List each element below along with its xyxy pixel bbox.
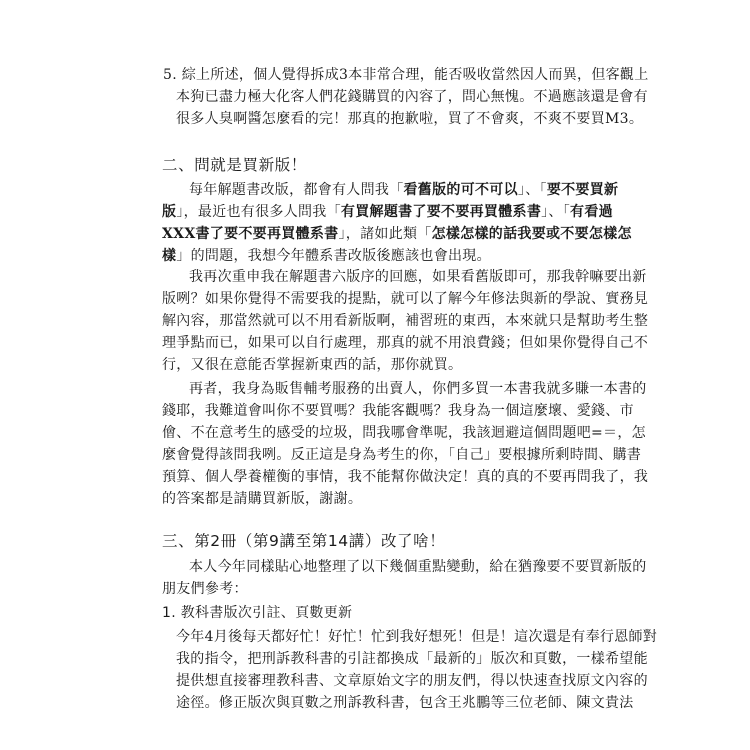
- section2-p2-line-2: 版咧？如果你覺得不需要我的提點，就可以了解今年修法與新的學說、實務見: [162, 291, 649, 307]
- section3-intro-line-2: 朋友們參考：: [162, 581, 248, 597]
- bold-run: 版: [162, 204, 177, 220]
- bold-run: 有看過: [570, 204, 613, 220]
- bold-run: 怎樣怎樣的話我要或不要怎樣怎: [431, 226, 632, 242]
- section2-heading: 二、問就是買新版！: [162, 156, 307, 174]
- bold-run: 有買解題書了要不要再買體系書: [340, 204, 542, 220]
- section2-p3-line-4: 麼會覺得該問我咧。反正這是身為考生的你，「自己」要根據所剩時間、購書: [162, 447, 642, 463]
- section2-p3-line-3: 儈、不在意考生的感受的垃圾，問我哪會準呢，我該迴避這個問題吧=＝，怎: [162, 425, 646, 441]
- text-run: 」，最近也有很多人問我「: [176, 204, 341, 220]
- section2-p1-line-1: [189, 181, 618, 199]
- text-run: 」的問題，我想今年體系書改版後應該也會出現。: [176, 248, 491, 264]
- section5-line-1: 5. 綜上所述，個人覺得拆成3本非常合理，能否吸收當然因人而異，但客觀上: [163, 67, 649, 83]
- section2-p2-line-5: 行，又很在意能否掌握新東西的話，那你就買。: [162, 357, 463, 373]
- section2-p3-line-6: 的答案都是請購買新版，謝謝。: [162, 491, 363, 507]
- bold-run: 要不要買新: [546, 182, 619, 198]
- section3-item1-line-3: 提供想直接審理教科書、文章原始文字的朋友們，得以快速查找原文內容的: [176, 673, 648, 689]
- text-run: 」、「: [541, 204, 571, 220]
- text-run: 」，諸如此類「: [338, 226, 432, 242]
- section3-heading: 三、第2冊（第9講至第14講）改了啥！: [162, 532, 446, 550]
- bold-run: 樣: [162, 248, 177, 264]
- section3-item1-line-4: 途徑。修正版次與頁數之刑訴教科書，包含王兆鵬等三位老師、陳文貴法: [176, 695, 634, 711]
- section2-p3-line-2: 錢耶，我難道會叫你不要買嗎？我能客觀嗎？我身為一個這麼壞、愛錢、市: [162, 403, 634, 419]
- section2-p1-line-2: [162, 203, 613, 221]
- section3-item1-line-1: 今年4月後每天都好忙！好忙！忙到我好想死！但是！這次還是有奉行恩師對: [176, 629, 658, 645]
- text-run: 每年解題書改版，都會有人問我「: [189, 182, 404, 198]
- section2-p3-line-1: 再者，我身為販售輔考服務的出賣人，你們多買一本書我就多賺一本書的: [189, 381, 647, 397]
- bold-run: XXX書了要不要再買體系書: [162, 226, 339, 242]
- section2-p2-line-3: 解內容，那當然就可以不用看新版啊，補習班的東西，本來就只是幫助考生整: [162, 313, 649, 329]
- section5-line-2: 本狗已盡力極大化客人們花錢購買的內容了，問心無愧。不過應該還是會有: [176, 89, 648, 105]
- section3-item1-line-2: 我的指令，把刑訴教科書的引註都換成「最新的」版次和頁數，一樣希望能: [176, 651, 648, 667]
- section2-p2-line-1: 我再次重申我在解題書六版序的回應，如果看舊版即可，那我幹嘛要出新: [189, 269, 647, 285]
- bold-run: 看舊版的可不可以: [403, 182, 518, 198]
- section5-line-3: 很多人臭啊醬怎麼看的完！那真的抱歉啦，買了不會爽，不爽不要買M3。: [176, 111, 644, 127]
- text-run: 」、「: [517, 182, 547, 198]
- section2-p3-line-5: 預算、個人學養權衡的事情，我不能幫你做決定！真的真的不要再問我了，我: [162, 469, 649, 485]
- section2-p2-line-4: 理爭點而已，如果可以自行處理，那真的就不用浪費錢；但如果你覺得自己不: [162, 335, 649, 351]
- section2-p1-line-3: [162, 225, 632, 243]
- section3-item1-title: 1. 教科書版次引註、頁數更新: [162, 605, 353, 621]
- section2-p1-line-4: [162, 247, 491, 265]
- section3-intro-line-1: 本人今年同樣貼心地整理了以下幾個重點變動，給在猶豫要不要買新版的: [189, 559, 647, 575]
